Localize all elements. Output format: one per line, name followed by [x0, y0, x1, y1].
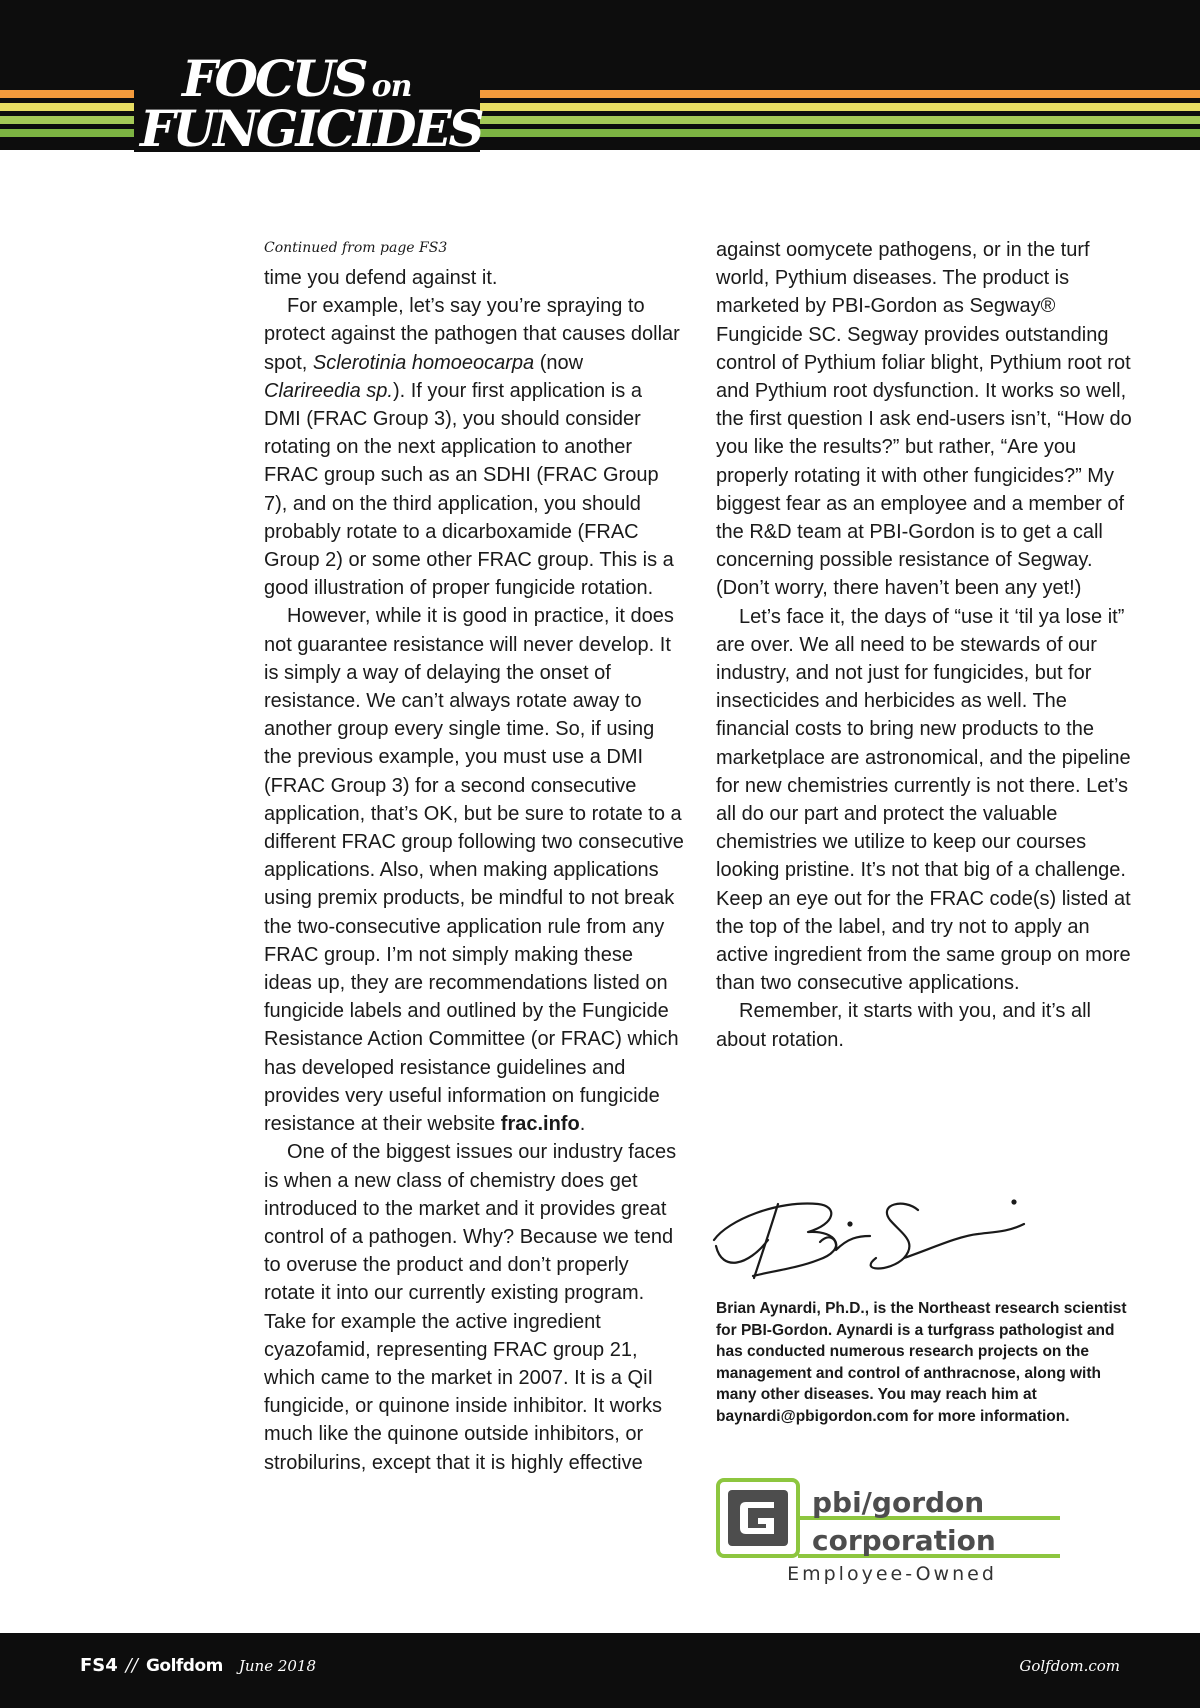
footer-left [80, 1655, 316, 1676]
paragraph-text: For example, let’s say you’re spraying to protect against the pathogen that causes dollar spot, [264, 295, 680, 374]
article-paragraph [264, 602, 684, 1138]
section-title-on: on [371, 69, 412, 104]
paragraph-text: However, while it is good in practice, it does not guarantee resistance will never develop. It is simply a way of delaying the onset of resistance. We can’t always rotate away to another group every single time. So, if using the previous example, you must use a DMI (FRAC Group 3) for a second consecutive application, that’s OK, but be sure to rotate to a different FRAC group following two consecutive applications. Also, when making applications using premix products, be mindful to not break the two-consecutive application rule from any FRAC group. I’m not simply making these ideas up, they are recommendations listed on fungicide labels and outlined by the Fungicide Resistance Action Committee (or FRAC) which has developed resistance guidelines and provides very useful information on fungicide resistance at their website [264, 605, 684, 1136]
article-paragraph: time you defend against it. [264, 267, 498, 289]
author-bio: Brian Aynardi, Ph.D., is the Northeast research scientist for PBI-Gordon. Aynardi is a turfgrass pathologist and has conducted numerous research projects on the management and control of anthracnose, along with many other diseases. You may reach him at baynardi@pbigordon.com for more information. [716, 1300, 1127, 1425]
paragraph-text: ). If your first application is a DMI (FRAC Group 3), you should consider rotating on the next application to another FRAC group such as an SDHI (FRAC Group 7), and on the third application, you should probably rotate to a dicarboxamide (FRAC Group 2) or some other FRAC group. This is a good illustration of proper fungicide rotation. [264, 379, 674, 600]
logo-tagline: Employee-Owned [787, 1563, 997, 1585]
logo-text-line2: corporation [812, 1524, 996, 1557]
footer-website[interactable]: Golfdom.com [1019, 1657, 1120, 1675]
paragraph-text: . [579, 1113, 586, 1136]
article-paragraph [264, 292, 684, 602]
section-title-focus: FOCUS [182, 49, 366, 108]
species-name: Clarireedia sp. [264, 379, 393, 402]
logo-text-line1: pbi/gordon [812, 1486, 985, 1519]
article-column-right [716, 236, 1136, 1054]
section-title-fungicides: FUNGICIDES [140, 99, 482, 158]
continued-from-note: Continued from page FS3 [264, 240, 448, 256]
page-footer [0, 1633, 1200, 1708]
article-paragraph: Let’s face it, the days of “use it ‘til ya lose it” are over. We all need to be stewards of our industry, and not just for fungicides, but for insecticides and herbicides as well. The financial costs to bring new products to the marketplace are astronomical, and the pipeline for new chemistries currently is not there. Let’s all do our part and protect the valuable chemistries we utilize to keep our courses looking pristine. It’s not that big of a challenge. Keep an eye out for the FRAC code(s) listed at the top of the label, and try not to apply an active ingredient from the same group on more than two consecutive applications. [716, 605, 1131, 995]
header-band [0, 0, 1200, 158]
frac-website-link[interactable]: frac.info [500, 1113, 580, 1136]
footer-separator: // [125, 1655, 138, 1676]
article-paragraph: Remember, it starts with you, and it’s all about rotation. [716, 1000, 1091, 1051]
author-signature [708, 1180, 1028, 1290]
article-column-left [264, 264, 684, 1477]
article-paragraph: against oomycete pathogens, or in the turf world, Pythium diseases. The product is marketed by PBI-Gordon as Segway® Fungicide SC. Segway provides outstanding control of Pythium foliar blight, Pythium root rot and Pythium root dysfunction. It works so well, the first question I ask end-users isn’t, “How do you like the results?” but rather, “Are you properly rotating it with other fungicides?” My biggest fear as an employee and a member of the R&D team at PBI-Gordon is to get a call concerning possible resistance of Segway. (Don’t worry, there haven’t been any yet!) [716, 239, 1132, 600]
magazine-name: Golfdom [145, 1656, 223, 1676]
article-paragraph: One of the biggest issues our industry faces is when a new class of chemistry does get introduced to the market and it provides great control of a pathogen. Why? Because we tend to overuse the product and don’t properly rotate it into our currently existing program. Take for example the active ingredient cyazofamid, representing FRAC group 21, which came to the market in 2007. It is a QiI fungicide, or quinone inside inhibitor. It works much like the quinone outside inhibitors, or strobilurins, except that it is highly effective [264, 1141, 677, 1474]
page-number: FS4 [80, 1655, 118, 1676]
paragraph-text: (now [534, 351, 584, 374]
pbi-gordon-logo [716, 1478, 1068, 1588]
species-name: Sclerotinia homoeocarpa [312, 351, 535, 374]
issue-date: June 2018 [238, 1657, 317, 1675]
